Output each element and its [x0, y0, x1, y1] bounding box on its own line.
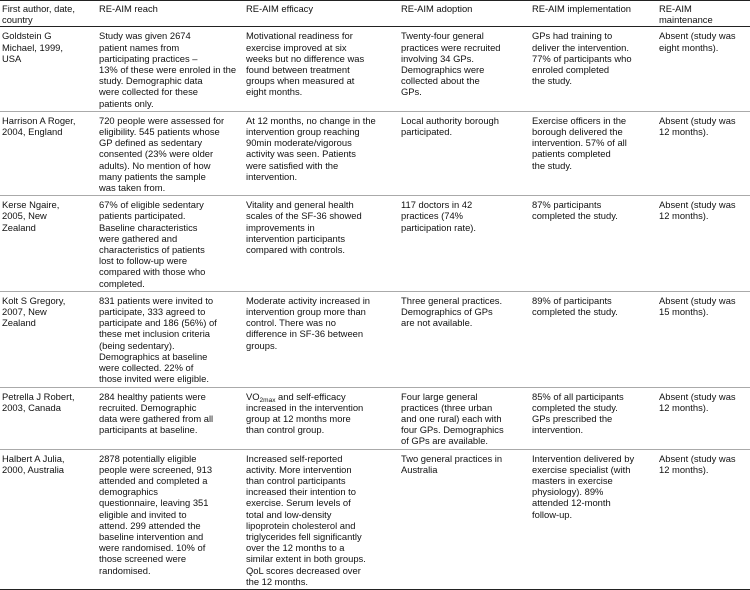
vo2-text: VO [246, 390, 260, 402]
cell-reach: 2878 potentially eligible people were screened, 913 attended and completed a demographics questionnaire, leaving 351 eligible and invited to attend. 299 attended the baseline intervention and were randomised. 10% of those screened were randomised. [99, 452, 213, 576]
cell-maintenance: Absent (study was 12 months). [659, 452, 736, 475]
header-author: First author, date, country [2, 3, 75, 26]
cell-reach: 284 healthy patients were recruited. Demographic data were gathered from all participants at baseline. [99, 390, 214, 436]
cell-implementation: Exercise officers in the borough delivered the intervention. 57% of all patients completed the study. [532, 114, 627, 171]
cell-adoption: Three general practices. Demographics of GPs are not available. [401, 294, 503, 329]
table-row [0, 291, 750, 387]
cell-author: Goldstein G Michael, 1999, USA [2, 30, 63, 64]
table-row [0, 27, 750, 111]
cell-efficacy [244, 387, 399, 449]
cell-efficacy: At 12 months, no change in the intervention group reaching 90min moderate/vigorous activity was seen. Patients were satisfied with the intervention. [246, 114, 376, 182]
table-row [0, 196, 750, 292]
cell-author: Halbert A Julia, 2000, Australia [2, 452, 65, 475]
header-maintenance: RE-AIM maintenance [659, 3, 713, 26]
cell-adoption: Local authority borough participated. [401, 114, 499, 138]
table-row [0, 449, 750, 589]
cell-maintenance: Absent (study was 12 months). [659, 390, 736, 413]
cell-efficacy: Increased self-reported activity. More intervention than control participants increased their intention to exercise. Serum levels of total and low-density lipoprotein cholesterol and triglycerides fell significantly over the 12 months to a similar extent in both groups. QoL scores decreased over the 12 months. [246, 452, 366, 587]
cell-author: Kerse Ngaire, 2005, New Zealand [2, 199, 60, 233]
cell-reach: 831 patients were invited to participate, 333 agreed to participate and 186 (56%) of these met inclusion criteria (being sedentary). Demographics at baseline were collected. 22% of those invited were eligible. [99, 294, 217, 385]
header-adoption: RE-AIM adoption [401, 3, 473, 14]
cell-implementation: Intervention delivered by exercise specialist (with masters in exercise physiology). 89% attended 12-month follow-up. [532, 452, 635, 520]
table-body [0, 27, 750, 590]
cell-implementation: 85% of all participants completed the study. GPs prescribed the intervention. [532, 390, 624, 436]
cell-adoption: Two general practices in Australia [401, 452, 503, 475]
cell-implementation: 89% of participants completed the study. [532, 294, 618, 318]
cell-maintenance: Absent (study was 12 months). [659, 114, 736, 138]
cell-author: Petrella J Robert, 2003, Canada [2, 390, 75, 413]
cell-adoption: Four large general practices (three urban and one rural) each with four GPs. Demographics of GPs are available. [401, 390, 504, 447]
cell-author: Harrison A Roger, 2004, England [2, 114, 76, 138]
cell-adoption: Twenty-four general practices were recruited involving 34 GPs. Demographics were collected about the GPs. [401, 30, 501, 98]
table-row [0, 111, 750, 195]
efficacy-text: and self-efficacy increased in the intervention group at 12 months more than control group. [246, 390, 364, 436]
header-row [0, 1, 750, 27]
cell-reach: 720 people were assessed for eligibility. 545 patients whose GP defined as sedentary consented (23% were older adults). No mention of how many patients the sample was taken from. [99, 114, 225, 194]
cell-implementation: 87% participants completed the study. [532, 199, 618, 222]
cell-efficacy: Moderate activity increased in intervention group more than control. There was no difference in SF-36 between groups. [246, 294, 371, 351]
cell-adoption: 117 doctors in 42 practices (74% participation rate). [401, 199, 477, 233]
header-implementation: RE-AIM implementation [532, 3, 631, 14]
cell-efficacy: Vitality and general health scales of the SF-36 showed improvements in intervention participants compared with controls. [246, 199, 362, 256]
header-efficacy: RE-AIM efficacy [246, 3, 314, 14]
cell-reach: 67% of eligible sedentary patients participated. Baseline characteristics were gathered and characteristics of patients lost to follow-up were compared with those who completed. [99, 199, 206, 289]
vo2-subscript: 2max [259, 396, 276, 404]
cell-efficacy: Motivational readiness for exercise improved at six weeks but no difference was found between treatment groups when measured at eight months. [246, 30, 365, 98]
cell-maintenance: Absent (study was 12 months). [659, 199, 736, 222]
table-row [0, 387, 750, 449]
header-reach: RE-AIM reach [99, 3, 158, 14]
cell-reach: Study was given 2674 patient names from participating practices – 13% of these were enroled in the study. Demographic data were collected for these patients only. [99, 30, 237, 109]
cell-author: Kolt S Gregory, 2007, New Zealand [2, 294, 66, 329]
cell-maintenance: Absent (study was eight months). [659, 30, 736, 53]
table-header [0, 1, 750, 27]
cell-implementation: GPs had training to deliver the intervention. 77% of participants who enroled completed the study. [532, 30, 632, 87]
cell-maintenance: Absent (study was 15 months). [659, 294, 736, 318]
